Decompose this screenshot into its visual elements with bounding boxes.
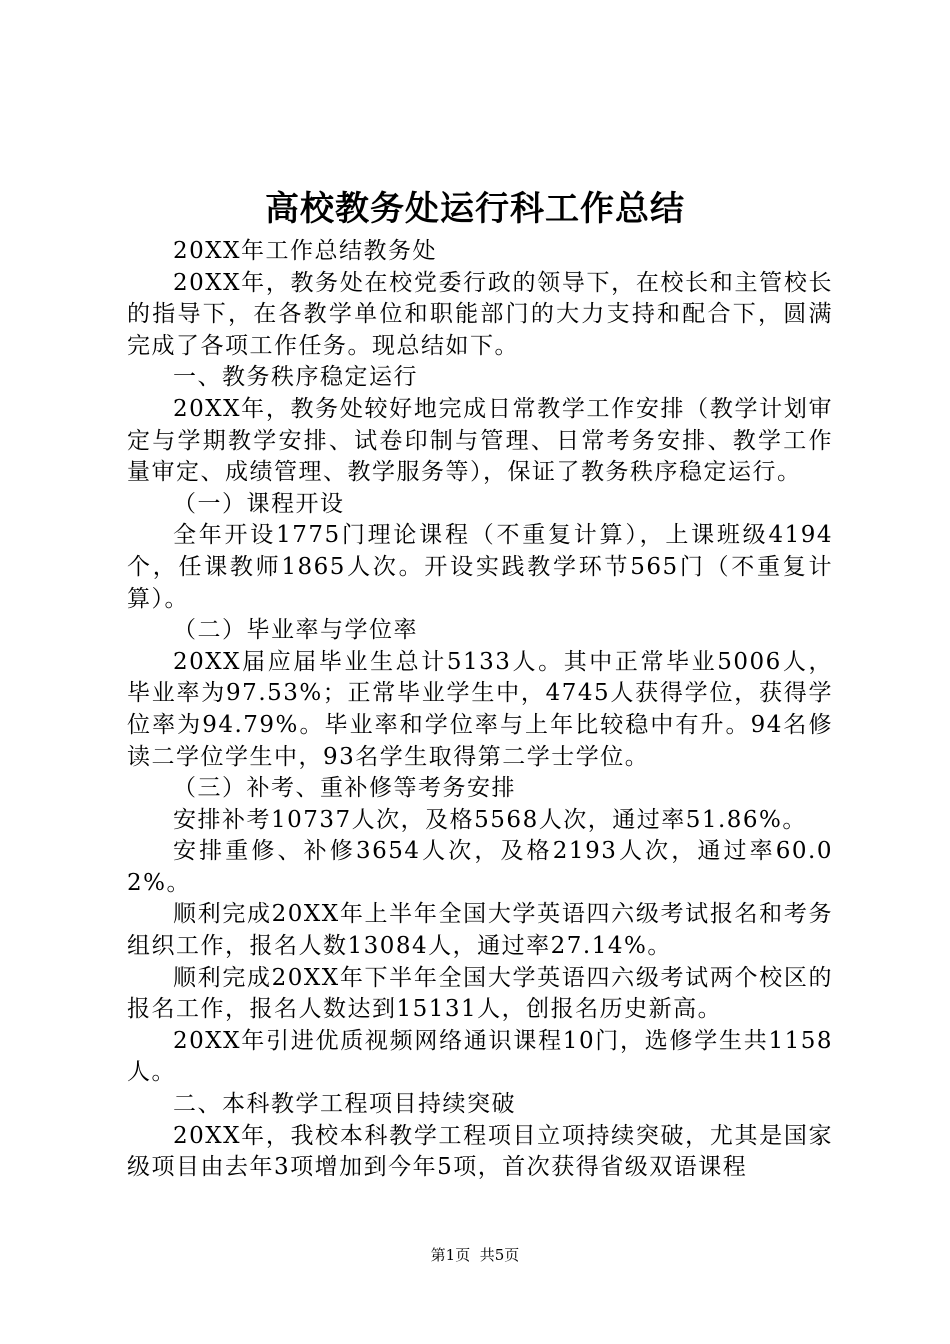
page-footer — [0, 1245, 950, 1265]
page-total: 共5页 — [479, 1246, 520, 1264]
paragraph: 20XX年工作总结教务处 — [173, 238, 438, 264]
paragraph: 全年开设1775门理论课程（不重复计算），上课班级4194个，任课教师1865人次。开设实践教学环节565门（不重复计算）。 — [127, 522, 833, 612]
section-heading: 二、本科教学工程项目持续突破 — [173, 1091, 516, 1118]
page-number: 第1页 — [430, 1246, 471, 1264]
paragraph: 顺利完成20XX年上半年全国大学英语四六级考试报名和考务组织工作，报名人数13084人，通过率27.14%。 — [127, 901, 833, 960]
paragraph: 20XX年，我校本科教学工程项目立项持续突破，尤其是国家级项目由去年3项增加到今年5项，首次获得省级双语课程 — [127, 1122, 833, 1181]
paragraph: 安排补考10737人次，及格5568人次，通过率51.86%。 — [173, 806, 807, 833]
paragraph: 20XX届应届毕业生总计5133人。其中正常毕业5006人，毕业率为97.53%；正常毕业学生中，4745人获得学位，获得学位率为94.79%。毕业率和学位率与上年比较稳中有升。94名修读二学位学生中，93名学生取得第二学士学位。 — [127, 648, 833, 770]
paragraph: 顺利完成20XX年下半年全国大学英语四六级考试两个校区的报名工作，报名人数达到15131人，创报名历史新高。 — [127, 964, 833, 1023]
paragraph: 20XX年，教务处在校党委行政的领导下，在校长和主管校长的指导下，在各教学单位和职能部门的大力支持和配合下，圆满完成了各项工作任务。现总结如下。 — [127, 269, 833, 359]
document-body — [127, 236, 833, 1184]
document-title: 高校教务处运行科工作总结 — [265, 189, 685, 229]
subsection-heading: （三）补考、重补修等考务安排 — [173, 775, 516, 802]
paragraph: 安排重修、补修3654人次，及格2193人次，通过率60.02%。 — [127, 838, 833, 896]
section-heading: 一、教务秩序稳定运行 — [173, 364, 418, 391]
paragraph: 20XX年引进优质视频网络通识课程10门，选修学生共1158人。 — [127, 1027, 833, 1086]
paragraph: 20XX年，教务处较好地完成日常教学工作安排（教学计划审定与学期教学安排、试卷印制与管理、日常考务安排、教学工作量审定、成绩管理、教学服务等），保证了教务秩序稳定运行。 — [127, 395, 833, 486]
subsection-heading: （二）毕业率与学位率 — [173, 617, 418, 644]
subsection-heading: （一）课程开设 — [173, 490, 345, 517]
